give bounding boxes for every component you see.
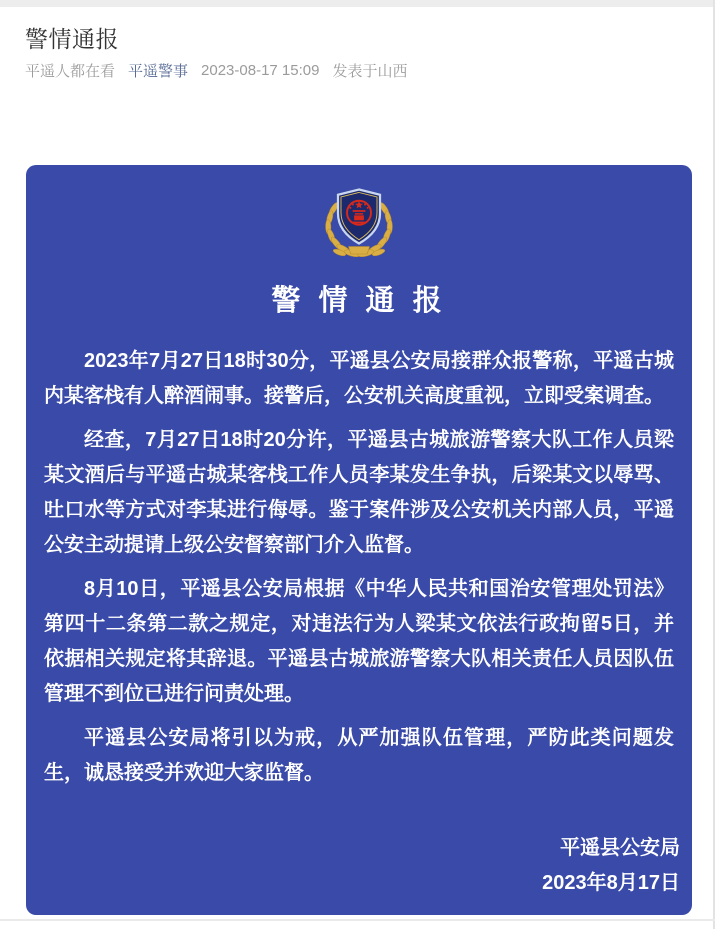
meta-context-label: 平遥人都在看 bbox=[25, 63, 116, 80]
article-meta-row bbox=[25, 60, 407, 81]
signature-date: 2023年8月17日 bbox=[542, 872, 680, 894]
notice-title: 警 情 通 报 bbox=[271, 285, 447, 317]
notice-paragraph: 经查，7月27日18时20分许，平遥县古城旅游警察大队工作人员梁某文酒后与平遥古城某客栈工作人员李某发生争执，后梁某文以辱骂、吐口水等方式对李某进行侮辱。鉴于案件涉及公安机关内部人员，平遥公安主动提请上级公安督察部门介入监督。 bbox=[44, 429, 674, 556]
police-notice-card bbox=[26, 165, 692, 915]
bottom-divider bbox=[0, 919, 715, 921]
notice-body bbox=[26, 344, 692, 791]
meta-location-label: 发表于山西 bbox=[332, 63, 408, 80]
notice-paragraph: 8月10日，平遥县公安局根据《中华人民共和国治安管理处罚法》第四十二条第二款之规定，对违法行为人梁某文依法行政拘留5日，并依据相关规定将其辞退。平遥县古城旅游警察大队相关责任人员因队伍管理不到位已进行问责处理。 bbox=[44, 578, 674, 705]
top-gray-strip bbox=[0, 0, 715, 7]
page-title: 警情通报 bbox=[25, 26, 119, 52]
police-badge-icon bbox=[314, 185, 404, 263]
signature-issuer: 平遥县公安局 bbox=[560, 837, 680, 859]
notice-paragraph: 2023年7月27日18时30分，平遥县公安局接群众报警称，平遥古城内某客栈有人醉酒闹事。接警后，公安机关高度重视，立即受案调查。 bbox=[44, 350, 674, 407]
account-name-link[interactable]: 平遥警事 bbox=[128, 63, 189, 80]
meta-timestamp: 2023-08-17 15:09 bbox=[201, 62, 320, 79]
notice-paragraph: 平遥县公安局将引以为戒，从严加强队伍管理，严防此类问题发生，诚恳接受并欢迎大家监督。 bbox=[44, 727, 674, 784]
notice-signature bbox=[26, 831, 692, 901]
